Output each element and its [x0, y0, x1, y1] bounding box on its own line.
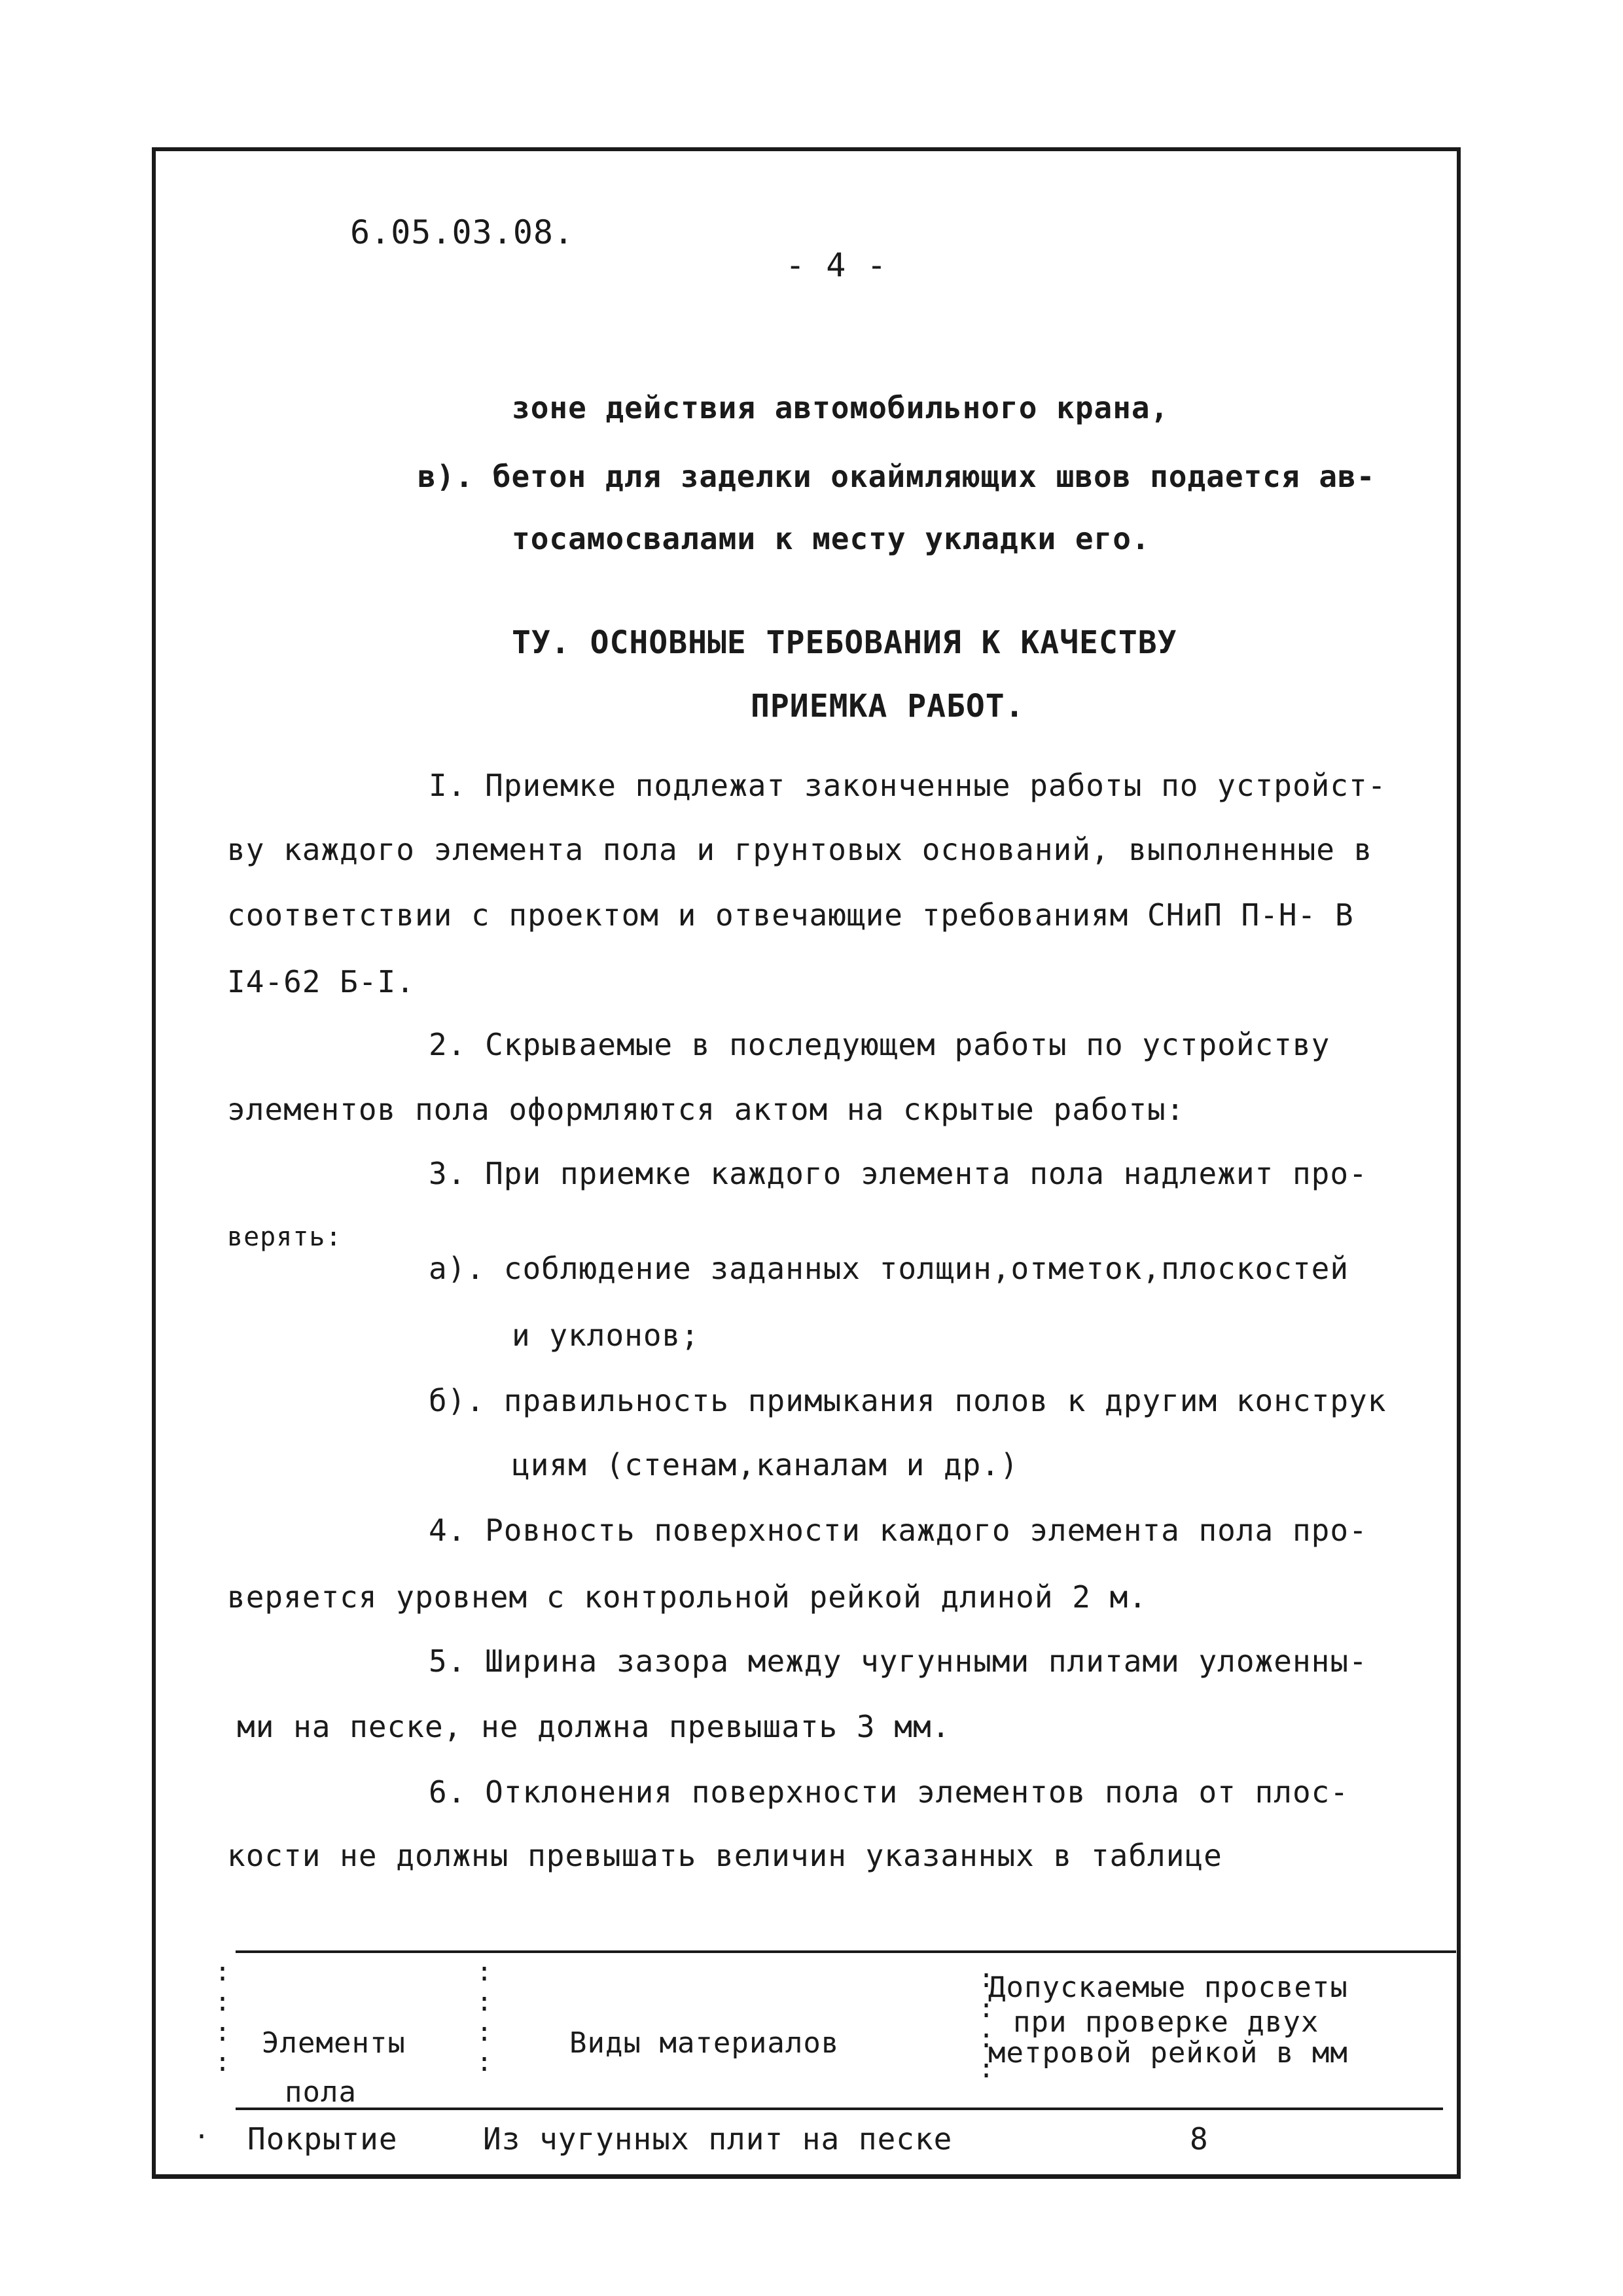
paragraph-line: I. Приемке подлежат законченные работы по устройст- [429, 768, 1387, 803]
paragraph-line: 4. Ровность поверхности каждого элемента пола про- [429, 1513, 1368, 1548]
paragraph-line: верять: [227, 1222, 342, 1252]
paragraph-line: б). правильность примыкания полов к другим конструк [429, 1383, 1387, 1418]
paragraph-line: циям (стенам,каналам и др.) [512, 1447, 1019, 1482]
table-cell-element: Покрытие [247, 2121, 398, 2157]
text-line: тосамосвалами к месту укладки его. [512, 521, 1150, 556]
frame-bottom-border [152, 2174, 1461, 2179]
paragraph-line: I4-62 Б-I. [227, 964, 415, 999]
table-row-marker: · [194, 2122, 211, 2152]
document-code: 6.05.03.08. [350, 213, 575, 251]
table-column-separator: : : : : [476, 1957, 493, 2077]
frame-left-border [152, 147, 156, 2178]
table-header-material: Виды материалов [569, 2026, 840, 2060]
table-column-separator: : : : : [978, 1964, 995, 2084]
text-line: в). бетон для заделки окаймляющих швов подается ав- [418, 459, 1376, 494]
table-header-tolerance: метровой рейкой в мм [988, 2036, 1348, 2070]
paragraph-line: соответствии с проектом и отвечающие требованиям СНиП П-Н- В [227, 897, 1354, 933]
paragraph-line: ву каждого элемента пола и грунтовых оснований, выполненные в [227, 832, 1373, 867]
frame-top-border [154, 147, 1459, 151]
paragraph-line: а). соблюдение заданных толщин,отметок,плоскостей [429, 1251, 1349, 1286]
table-column-separator: : : : : [215, 1957, 231, 2077]
paragraph-line: 6. Отклонения поверхности элементов пола от плос- [429, 1774, 1349, 1810]
frame-right-border [1457, 147, 1461, 2178]
paragraph-line: 5. Ширина зазора между чугунными плитами уложенны- [429, 1643, 1368, 1679]
table-header-tolerance: при проверке двух [1013, 2005, 1319, 2039]
paragraph-line: кости не должны превышать величин указанных в таблице [227, 1838, 1222, 1873]
table-cell-value: 8 [1190, 2121, 1209, 2157]
table-header-rule [236, 2108, 1443, 2110]
table-header-element: пола [285, 2075, 357, 2109]
paragraph-line: элементов пола оформляются актом на скрытые работы: [227, 1092, 1185, 1127]
section-heading: ТУ. ОСНОВНЫЕ ТРЕБОВАНИЯ К КАЧЕСТВУ [512, 624, 1177, 661]
table-top-rule [236, 1950, 1456, 1953]
table-header-tolerance: Допускаемые просветы [988, 1971, 1348, 2004]
table-cell-material: Из чугунных плит на песке [483, 2121, 953, 2157]
text-line: зоне действия автомобильного крана, [512, 390, 1169, 425]
paragraph-line: 3. При приемке каждого элемента пола надлежит про- [429, 1156, 1368, 1191]
paragraph-line: и уклонов; [512, 1318, 700, 1353]
paragraph-line: 2. Скрываемые в последующем работы по устройству [429, 1027, 1330, 1062]
table-header-element: Элементы [262, 2026, 406, 2060]
paragraph-line: ми на песке, не должна превышать 3 мм. [237, 1709, 951, 1744]
paragraph-line: веряется уровнем с контрольной рейкой длиной 2 м. [227, 1579, 1148, 1615]
page-number: - 4 - [785, 246, 887, 284]
section-heading: ПРИЕМКА РАБОТ. [751, 688, 1025, 725]
